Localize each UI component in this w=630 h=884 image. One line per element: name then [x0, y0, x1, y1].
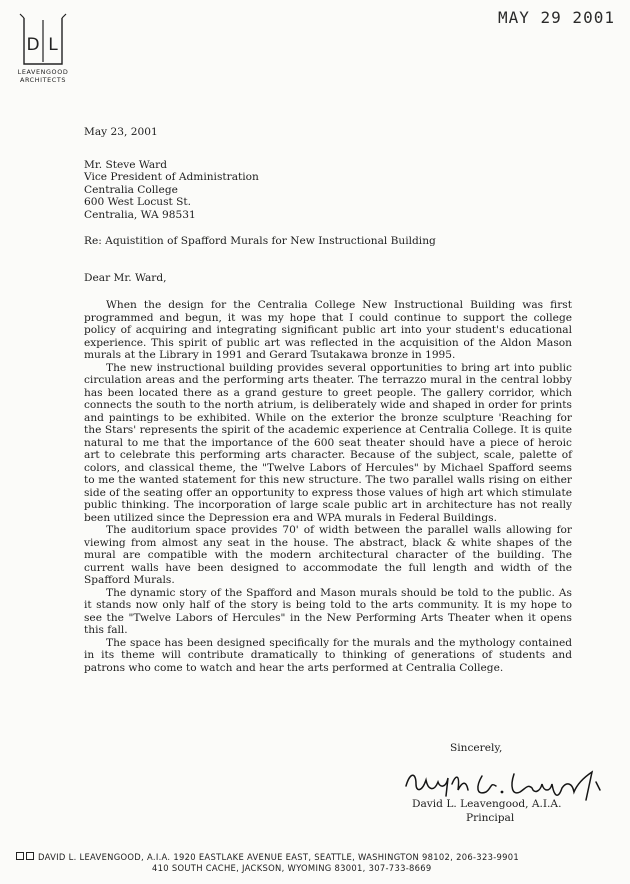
logo-mark-icon [16, 12, 70, 68]
company-logo [13, 12, 73, 84]
logo-wordmark-line2: ARCHITECTS [19, 76, 66, 84]
logo-wordmark-line1: LEAVENGOOD [17, 68, 69, 76]
salutation: Dear Mr. Ward, [84, 271, 167, 284]
subject-line: Re: Aquistition of Spafford Murals for New Instructional Building [84, 235, 436, 247]
paragraph-4: The dynamic story of the Spafford and Mason murals should be told to the public. As it stands now only half of the story is being told to the arts community. It is my hope to see the "Twelve Labors of Hercules" in the New Performing Arts Theater when it opens this fall. [84, 586, 572, 636]
recipient-line: 600 West Locust St. [84, 196, 192, 208]
recipient-line: Centralia, WA 98531 [84, 208, 196, 221]
paragraph-1: When the design for the Centralia College New Instructional Building was first programmed and begun, it was my hope that I could continue to support the college policy of acquiring and integrating significant public art into your student's educational experience. This spirit of public art was reflected in the acquisition of the Aldon Mason murals at the Library in 1991 and Gerard Tsutakawa bronze in 1995. [84, 299, 572, 361]
paragraph-2: The new instructional building provides several opportunities to bring art into public circulation areas and the performing arts theater. The terrazzo mural in the central lobby has been located there as a grand gesture to greet people. The gallery corridor, which connects the south to the north atrium, is deliberately wide and shaped in order for prints and paintings to be exhibited. While on the exterior the bronze sculpture 'Reaching for the Stars' represents the spirit of the academic experience at Centralia College. It is quite natural to me that the importance of the 600 seat theater should have a piece of heroic art to celebrate this performing arts character. Because of the subject, scale, palette of colors, and classical theme, the "Twelve Labors of Hercules" by Michael Spafford seems to me the wanted statement for this new structure. The two parallel walls rising on either side of the seating offer an opportunity to express those values of high art which stimulate public thinking. The incorporation of large scale public art in architecture has not really been utilized since the Depression era and WPA murals in Federal Buildings. [84, 361, 572, 524]
footer-address-jackson: 410 SOUTH CACHE, JACKSON, WYOMING 83001, 307-733-8669 [152, 863, 432, 873]
closing: Sincerely, [450, 742, 503, 754]
recipient-line: Vice President of Administration [84, 171, 259, 183]
letterhead-footer [16, 852, 519, 874]
recipient-line: Mr. Steve Ward [84, 158, 168, 171]
recipient-line: Centralia College [84, 183, 178, 196]
letter-body [84, 126, 572, 674]
received-date-stamp: MAY 29 2001 [498, 8, 615, 27]
logo-letter-l: L [48, 35, 58, 55]
logo-letter-d: D [26, 35, 40, 55]
footer-line-1 [16, 852, 519, 863]
signer-title: Principal [466, 812, 515, 824]
square-bullet-icon [16, 852, 38, 863]
paragraph-5: The space has been designed specifically for the murals and the mythology contained in its theme will contribute dramatically to thinking of generations of students and patrons who come to watch and hear the arts performed at Centralia College. [84, 636, 572, 674]
paragraph-3: The auditorium space provides 70' of width between the parallel walls allowing for viewing from almost any seat in the house. The abstract, black & white shapes of the mural are compatible with the modern architectural character of the building. The current walls have been designed to accommodate the full length and width of the Spafford Murals. [84, 524, 572, 586]
letter-date: May 23, 2001 [84, 126, 158, 138]
signer-name: David L. Leavengood, A.I.A. [412, 798, 562, 810]
footer-address-seattle: DAVID L. LEAVENGOOD, A.I.A. 1920 EASTLAKE AVENUE EAST, SEATTLE, WASHINGTON 98102, 206-323-9901 [38, 852, 520, 862]
recipient-address [84, 159, 572, 222]
